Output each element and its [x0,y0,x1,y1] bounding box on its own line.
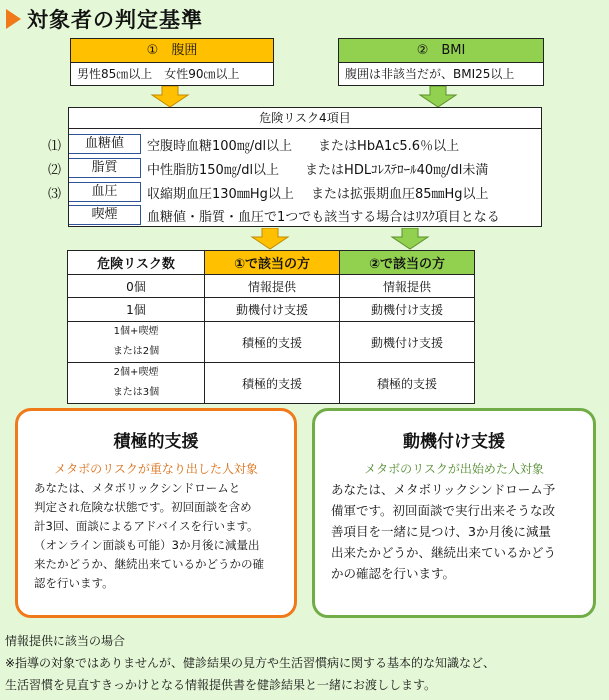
risk-item-label: 血圧 [69,182,141,202]
criterion-bmi [338,38,544,86]
triangle-bullet-icon [6,9,21,29]
risk-item-lipids [69,157,488,179]
header-criterion-2: ②で該当の方 [340,251,475,275]
card-title: 積極的支援 [113,432,199,452]
criterion-waist-header: ① 腹囲 [71,39,273,63]
risk-item-number: ⑴ [48,139,62,154]
risk-item-smoking [69,204,500,226]
green-down-arrow-icon [390,228,430,250]
table-row [68,298,475,322]
risk-item-text: 空腹時血糖100㎎/dl以上 またはHbA1c5.6％以上 [147,138,460,154]
card-body [315,477,593,584]
footer-note-line: 生活習慣を見直すきっかけとなる情報提供書を健診結果と一緒にお渡しします。 [5,678,437,692]
risk-item-text: 血糖値・脂質・血圧で1つでも該当する場合はﾘｽｸ項目となる [147,209,500,225]
footer-note-line: ※指導の対象ではありませんが、健診結果の見方や生活習慣病に関する基本的な知識など、 [5,656,496,670]
risk-item-blood-pressure [69,181,489,203]
risk-count-line: 1個+喫煙 [113,326,159,337]
page-title-text: 対象者の判定基準 [27,8,203,32]
criterion-waist-body: 男性85㎝以上 女性90㎝以上 [77,67,240,81]
risk-count-line: または2個 [112,346,160,357]
support-cell: 情報提供 [205,275,340,298]
card-subtitle: メタボのリスクが重なり出した人対象 [54,462,258,476]
card-line: 備軍です。初回面談で実行出来そうな改 [331,503,556,518]
risk-item-blood-sugar [69,133,459,155]
table-row [68,322,475,363]
risk-item-number: ⑵ [48,163,62,178]
risk-item-number: ⑶ [48,187,62,202]
card-line: 認を行います。 [34,576,114,590]
card-line: あなたは、メタボリックシンドローム予 [331,482,556,497]
table-row [68,363,475,404]
risk-count-line: または3個 [112,387,160,398]
risk-count-line: 2個+喫煙 [113,367,159,378]
risk-item-label: 喫煙 [69,205,141,225]
card-title: 動機付け支援 [403,432,505,452]
card-line: 計3回、面談によるアドバイスを行います。 [34,519,259,533]
risk-item-label: 脂質 [69,158,141,178]
card-line: かの確認を行います。 [331,566,456,581]
card-body [18,477,294,593]
card-line: （オンライン面談も可能）3か月後に減量出 [34,538,260,552]
card-line: 判定され危険な状態です。初回面談を含め [34,500,252,514]
card-line: あなたは、メタボリックシンドロームと [34,481,241,495]
orange-down-arrow-icon [150,86,190,108]
risk-item-text: 中性脂肪150㎎/dl以上 またはHDLｺﾚｽﾃﾛｰﾙ40㎎/dl未満 [147,162,489,178]
green-down-arrow-icon [418,86,458,108]
risk-count-cell: 0個 [68,275,205,298]
support-cell: 動機付け支援 [340,298,475,322]
support-table [67,250,475,404]
orange-down-arrow-icon [250,228,290,250]
support-cell: 積極的支援 [205,363,340,404]
support-cell: 動機付け支援 [205,298,340,322]
support-cell: 動機付け支援 [340,322,475,363]
table-row [68,275,475,298]
risk-item-text: 収縮期血圧130㎜Hg以上 または拡張期血圧85㎜Hg以上 [147,186,489,202]
table-header-row [68,251,475,275]
card-line: 来たかどうか、継続出来ているかどうかの確 [34,557,264,571]
risk-items-box [68,107,542,227]
card-active-support [15,408,297,618]
risk-count-cell [68,363,205,404]
risk-items-header: 危険リスク4項目 [69,108,541,129]
page-title [6,4,203,34]
card-line: 出来たかどうか、継続出来ているかどう [331,545,557,560]
risk-count-cell: 1個 [68,298,205,322]
criterion-bmi-header: ② BMI [339,39,543,63]
risk-count-cell [68,322,205,363]
header-risk-count: 危険リスク数 [68,251,205,275]
support-cell: 情報提供 [340,275,475,298]
support-cell: 積極的支援 [340,363,475,404]
card-line: 善項目を一緒に見つけ、3か月後に減量 [331,524,551,539]
header-criterion-1: ①で該当の方 [205,251,340,275]
card-motivational-support [312,408,596,618]
risk-item-label: 血糖値 [69,134,141,154]
footer-heading: 情報提供に該当の場合 [5,634,126,648]
criterion-waist [70,38,274,86]
criterion-bmi-body: 腹囲は非該当だが、BMI25以上 [345,67,515,81]
support-cell: 積極的支援 [205,322,340,363]
card-subtitle: メタボのリスクが出始めた人対象 [364,462,544,476]
